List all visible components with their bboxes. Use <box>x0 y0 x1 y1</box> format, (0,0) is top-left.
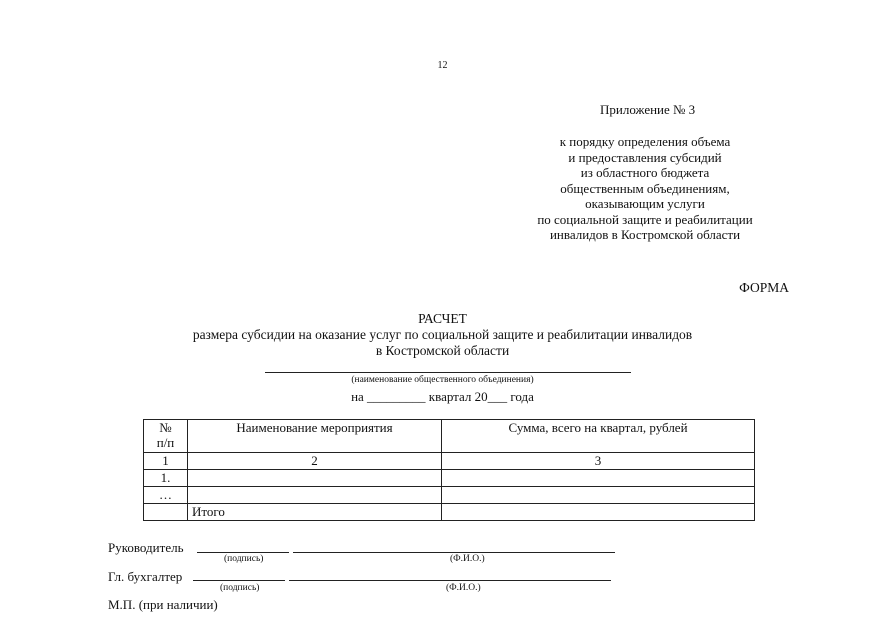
appendix-line: из областного бюджета <box>580 165 710 180</box>
appendix-description <box>520 134 770 243</box>
form-label: ФОРМА <box>739 280 789 295</box>
column-number: 1 <box>144 453 188 470</box>
row-number-cell <box>144 504 188 521</box>
head-name-blank[interactable] <box>293 552 615 553</box>
document-heading <box>0 311 885 359</box>
document-subtitle-line: размера субсидии на оказание услуг по социальной защите и реабилитации инвалидов <box>192 327 693 342</box>
appendix-line: к порядку определения объема <box>559 134 731 149</box>
accountant-label: Гл. бухгалтер <box>108 569 183 584</box>
accountant-name-blank[interactable] <box>289 580 611 581</box>
header-amount: Сумма, всего на квартал, рублей <box>442 420 755 453</box>
accountant-name-hint: (Ф.И.О.) <box>446 583 481 593</box>
total-row <box>144 504 755 521</box>
total-amount-cell[interactable] <box>442 504 755 521</box>
head-name-hint: (Ф.И.О.) <box>450 554 485 564</box>
accountant-signature-hint: (подпись) <box>220 583 260 593</box>
table-row <box>144 487 755 504</box>
column-number: 3 <box>442 453 755 470</box>
head-label: Руководитель <box>108 540 184 555</box>
document-title: РАСЧЕТ <box>418 311 467 326</box>
header-number: № п/п <box>144 420 188 453</box>
amount-cell[interactable] <box>442 487 755 504</box>
row-number-cell[interactable]: 1. <box>144 470 188 487</box>
activity-cell[interactable] <box>188 470 442 487</box>
organization-name-blank[interactable] <box>265 372 631 373</box>
column-number-row <box>144 453 755 470</box>
organization-name-hint: (наименование общественного объединения) <box>351 375 534 385</box>
calculation-table <box>143 419 755 521</box>
document-subtitle-line: в Костромской области <box>375 343 510 358</box>
table-row <box>144 470 755 487</box>
activity-cell[interactable] <box>188 487 442 504</box>
appendix-line: инвалидов в Костромской области <box>549 227 741 242</box>
amount-cell[interactable] <box>442 470 755 487</box>
header-activity: Наименование мероприятия <box>188 420 442 453</box>
head-signature-hint: (подпись) <box>224 554 264 564</box>
table-header-row <box>144 420 755 453</box>
appendix-line: и предоставления субсидий <box>568 149 722 165</box>
head-signature-blank[interactable] <box>197 552 289 553</box>
accountant-signature-blank[interactable] <box>193 580 285 581</box>
total-label: Итого <box>188 504 442 521</box>
seal-note: М.П. (при наличии) <box>108 597 218 612</box>
row-number-cell[interactable]: … <box>144 487 188 504</box>
appendix-title: Приложение № 3 <box>600 102 696 117</box>
appendix-line: общественным объединениям, <box>560 180 730 196</box>
appendix-line: оказывающим услуги <box>585 196 705 211</box>
appendix-line: по социальной защите и реабилитации <box>537 211 753 227</box>
column-number: 2 <box>188 453 442 470</box>
period-line: на _________ квартал 20___ года <box>351 389 534 404</box>
page-number: 12 <box>437 60 448 71</box>
